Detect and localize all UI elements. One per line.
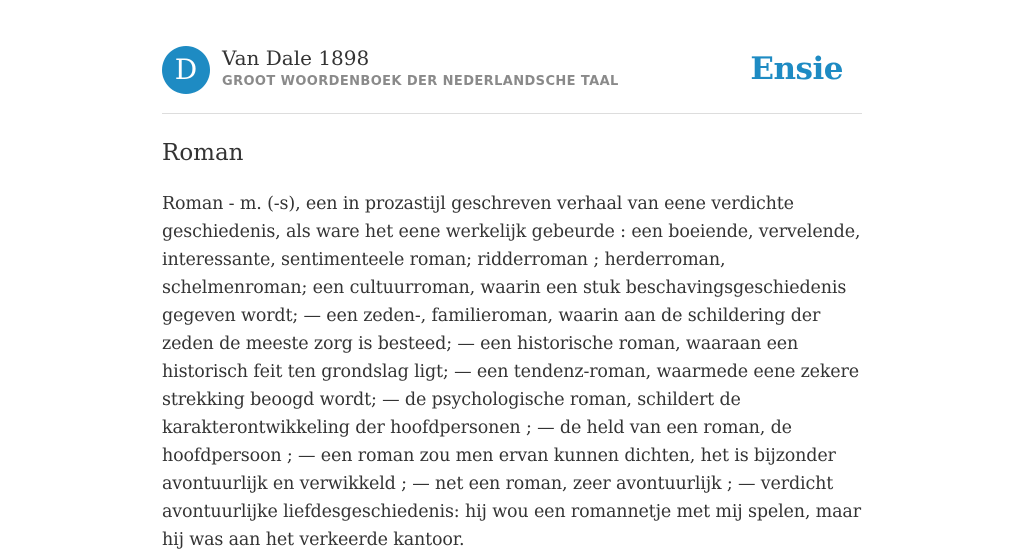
entry-card <box>162 0 862 550</box>
source-subtitle: GROOT WOORDENBOEK DER NEDERLANDSCHE TAAL <box>222 74 619 89</box>
source-title[interactable]: Van Dale 1898 <box>222 46 370 70</box>
entry-term: Roman <box>162 140 244 166</box>
source-avatar: D <box>162 46 210 94</box>
entry-definition: Roman - m. (-s), een in prozastijl geschreven verhaal van eene verdichte geschiedenis, als ware het eene werkelijk gebeurde : een boeiende, vervelende, interessante, sentimenteele roman; ridderroman ; herderroman, schelmenroman; een cultuurroman, waarin een stuk beschavingsgeschiedenis gegeven wordt; — een zeden-, familieroman, waarin aan de schildering der zeden de meeste zorg is besteed; — een historische roman, waaraan een historisch feit ten grondslag ligt; — een tendenz-roman, waarmede eene zekere strekking beoogd wordt; — de psychologische roman, schildert de karakterontwikkeling der hoofdpersonen ; — de held van een roman, de hoofdpersoon ; — een roman zou men ervan kunnen dichten, het is bijzonder avontuurlijk en verwikkeld ; — net een roman, zeer avontuurlijk ; — verdicht avontuurlijke liefdesgeschiedenis: hij wou een romannetje met mij spelen, maar hij was aan het verkeerde kantoor. <box>162 194 861 550</box>
ensie-logo[interactable]: Ensie <box>750 51 843 87</box>
source-header <box>162 45 862 97</box>
header-divider <box>162 113 862 114</box>
